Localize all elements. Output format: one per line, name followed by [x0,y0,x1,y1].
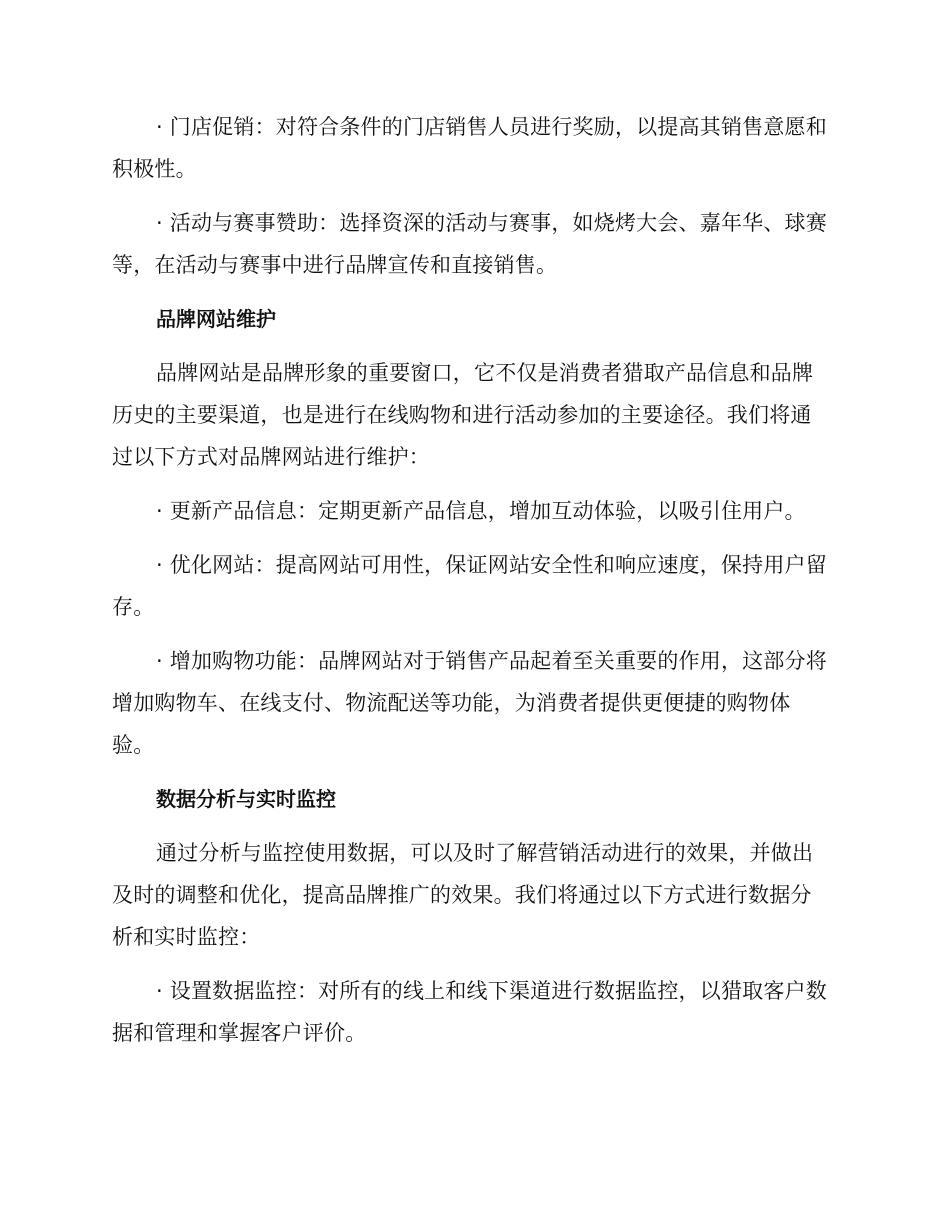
bullet-set-data-monitoring: · 设置数据监控：对所有的线上和线下渠道进行数据监控，以猎取客户数据和管理和掌握客户评价。 [112,979,827,1045]
bullet-optimize-website: · 优化网站：提高网站可用性，保证网站安全性和响应速度，保持用户留存。 [112,553,827,619]
bullet-event-sponsorship: · 活动与赛事赞助：选择资深的活动与赛事，如烧烤大会、嘉年华、球赛等，在活动与赛事中进行品牌宣传和直接销售。 [112,211,827,277]
paragraph-website-intro: 品牌网站是品牌形象的重要窗口，它不仅是消费者猎取产品信息和品牌历史的主要渠道，也是进行在线购物和进行活动参加的主要途径。我们将通过以下方式对品牌网站进行维护： [112,361,814,469]
bullet-add-shopping-features: · 增加购物功能：品牌网站对于销售产品起着至关重要的作用，这部分将增加购物车、在线支付、物流配送等功能，为消费者提供更便捷的购物体验。 [112,649,827,757]
bullet-store-promotion: · 门店促销：对符合条件的门店销售人员进行奖励，以提高其销售意愿和积极性。 [112,115,827,181]
document-page [112,106,828,1066]
section-heading-data-analysis: 数据分析与实时监控 [156,787,336,811]
section-heading-website-maintenance: 品牌网站维护 [156,307,276,331]
paragraph-data-analysis-intro: 通过分析与监控使用数据，可以及时了解营销活动进行的效果，并做出及时的调整和优化，提高品牌推广的效果。我们将通过以下方式进行数据分析和实时监控： [112,841,814,949]
bullet-update-product-info: · 更新产品信息：定期更新产品信息，增加互动体验，以吸引住用户。 [156,499,806,523]
